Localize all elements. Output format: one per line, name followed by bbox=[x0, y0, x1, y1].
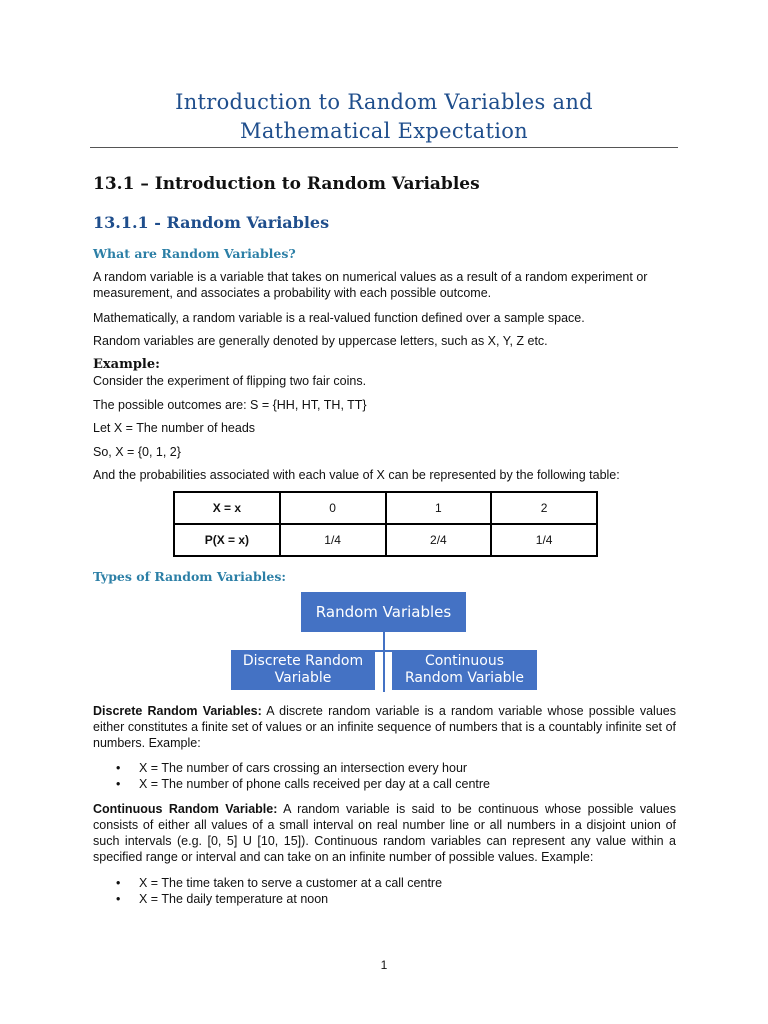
document-title bbox=[90, 88, 678, 146]
title-line-1: Introduction to Random Variables and bbox=[175, 90, 593, 114]
list-item bbox=[93, 891, 676, 907]
bullet-icon: • bbox=[116, 876, 121, 890]
title-underline bbox=[90, 147, 678, 148]
diagram-node-continuous bbox=[392, 650, 537, 690]
section-heading: 13.1 – Introduction to Random Variables bbox=[93, 174, 480, 194]
bullet-icon: • bbox=[116, 761, 121, 775]
example-line-1: Consider the experiment of flipping two fair coins. bbox=[93, 374, 367, 388]
bullet-icon: • bbox=[116, 892, 121, 906]
list-item bbox=[93, 760, 676, 776]
math-definition-paragraph: Mathematically, a random variable is a real-valued function defined over a sample space. bbox=[93, 311, 585, 325]
list-item-text: X = The time taken to serve a customer at a call centre bbox=[139, 876, 443, 890]
table-cell: P(X = x) bbox=[174, 524, 280, 556]
table-row bbox=[174, 492, 597, 524]
diagram-connector-horizontal bbox=[375, 650, 392, 652]
table-row bbox=[174, 524, 597, 556]
table-cell: 1/4 bbox=[491, 524, 597, 556]
continuous-lead: Continuous Random Variable: bbox=[93, 802, 278, 816]
discrete-lead: Discrete Random Variables: bbox=[93, 704, 262, 718]
notation-paragraph: Random variables are generally denoted by uppercase letters, such as X, Y, Z etc. bbox=[93, 334, 548, 348]
discrete-paragraph bbox=[93, 703, 676, 751]
continuous-examples-list bbox=[93, 875, 676, 907]
list-item bbox=[93, 776, 676, 792]
table-cell: 2/4 bbox=[386, 524, 492, 556]
example-line-4: So, X = {0, 1, 2} bbox=[93, 445, 181, 459]
continuous-node-line-2: Random Variable bbox=[404, 670, 525, 686]
what-heading: What are Random Variables? bbox=[93, 246, 296, 261]
table-cell: 1 bbox=[386, 492, 492, 524]
title-line-2: Mathematical Expectation bbox=[240, 119, 528, 143]
continuous-paragraph bbox=[93, 801, 676, 865]
example-line-5: And the probabilities associated with each value of X can be represented by the following table: bbox=[93, 468, 620, 482]
table-cell: 2 bbox=[491, 492, 597, 524]
table-cell: X = x bbox=[174, 492, 280, 524]
diagram-root-node bbox=[301, 592, 466, 632]
bullet-icon: • bbox=[116, 777, 121, 791]
probability-table bbox=[173, 491, 598, 557]
page-number: 1 bbox=[380, 958, 388, 972]
discrete-examples-list bbox=[93, 760, 676, 792]
subsection-heading: 13.1.1 - Random Variables bbox=[93, 213, 330, 232]
example-line-3: Let X = The number of heads bbox=[93, 421, 256, 435]
list-item-text: X = The number of phone calls received per day at a call centre bbox=[139, 777, 491, 791]
continuous-node-line-1: Continuous bbox=[424, 653, 505, 669]
discrete-node-line-2: Variable bbox=[274, 670, 332, 686]
root-node-label: Random Variables bbox=[315, 603, 452, 621]
example-line-2: The possible outcomes are: S = {HH, HT, TH, TT} bbox=[93, 398, 367, 412]
diagram-node-discrete bbox=[231, 650, 375, 690]
example-label: Example: bbox=[93, 357, 160, 372]
list-item-text: X = The number of cars crossing an intersection every hour bbox=[139, 761, 468, 775]
definition-paragraph: A random variable is a variable that takes on numerical values as a result of a random experiment or measurement, and associates a probability with each possible outcome. bbox=[93, 270, 648, 300]
discrete-text: A discrete random variable is a random variable whose possible values either constitutes a finite set of values or an infinite sequence of numbers that is a countably infinite set of numbers. Example: bbox=[93, 704, 676, 750]
table-cell: 0 bbox=[280, 492, 386, 524]
continuous-text: A random variable is said to be continuous whose possible values consists of either all values of a small interval on real number line or all numbers in a disjoint union of such intervals (e.g. [0, 5] U [10, 15]). Continuous random variables can represent any value within a specified range or interval and can take on an infinite number of possible values. Example: bbox=[93, 802, 676, 864]
diagram-connector-vertical bbox=[383, 632, 385, 692]
table-cell: 1/4 bbox=[280, 524, 386, 556]
list-item bbox=[93, 875, 676, 891]
list-item-text: X = The daily temperature at noon bbox=[139, 892, 329, 906]
discrete-node-line-1: Discrete Random bbox=[242, 653, 364, 669]
types-heading: Types of Random Variables: bbox=[93, 569, 287, 584]
